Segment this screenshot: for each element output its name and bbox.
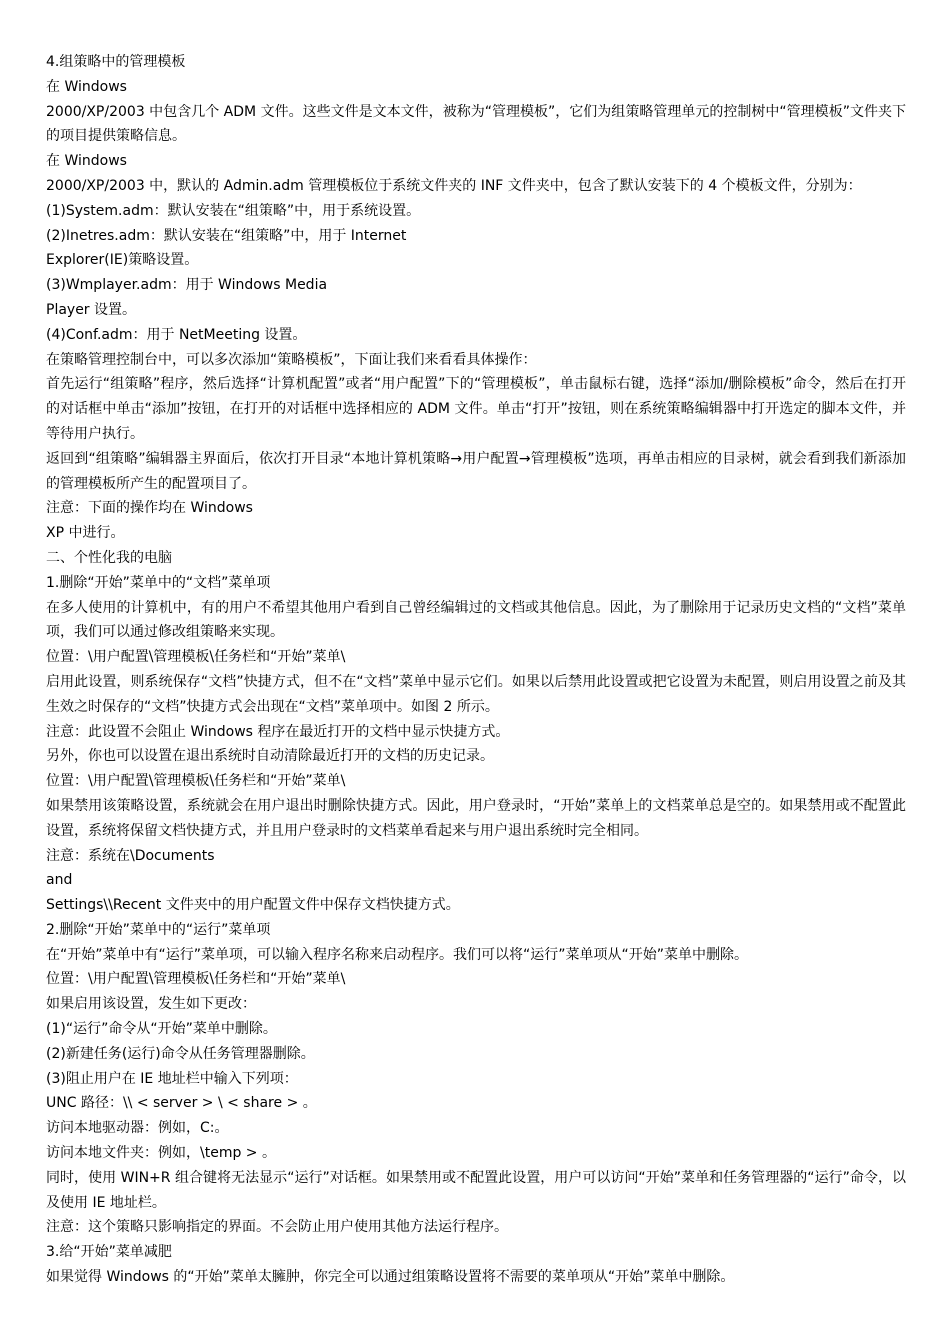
paragraph-line: 在 Windows <box>46 153 127 170</box>
paragraph: 同时，使用 WIN+R 组合键将无法显示“运行”对话框。如果禁用或不配置此设置，用户可以访问“开始”菜单和任务管理器的“运行”命令，以及使用 IE 地址栏。 <box>46 1169 906 1211</box>
note-line: 注意：系统在\Documents <box>46 847 215 864</box>
paragraph-line: and <box>46 872 73 889</box>
note-line: 注意：此设置不会阻止 Windows 程序在最近打开的文档中显示快捷方式。 <box>46 723 510 740</box>
list-item: (3)阻止用户在 IE 地址栏中输入下列项： <box>46 1070 298 1087</box>
paragraph-line: Explorer(IE)策略设置。 <box>46 252 199 269</box>
list-item: (1)“运行”命令从“开始”菜单中删除。 <box>46 1021 277 1038</box>
list-item: 访问本地文件夹：例如，\temp > 。 <box>46 1145 276 1162</box>
paragraph-line: 在 Windows <box>46 78 127 95</box>
note-line: 注意：这个策略只影响指定的界面。不会防止用户使用其他方法运行程序。 <box>46 1219 508 1236</box>
subsection-heading-remove-run: 2.删除“开始”菜单中的“运行”菜单项 <box>46 921 271 938</box>
policy-path: 位置：\用户配置\管理模板\任务栏和“开始”菜单\ <box>46 971 346 988</box>
list-item: UNC 路径：\\ < server > \ < share > 。 <box>46 1095 317 1112</box>
list-item: (1)System.adm：默认安装在“组策略”中，用于系统设置。 <box>46 202 421 219</box>
list-item: 访问本地驱动器：例如，C:。 <box>46 1120 229 1137</box>
list-item: (4)Conf.adm：用于 NetMeeting 设置。 <box>46 326 307 343</box>
paragraph: 启用此设置，则系统保存“文档”快捷方式，但不在“文档”菜单中显示它们。如果以后禁用此设置或把它设置为未配置，则启用设置之前及其生效之时保存的“文档”快捷方式会出现在“文档”菜单项中。如图 2 所示。 <box>46 673 906 715</box>
document-body <box>46 50 906 1290</box>
note-line: 注意：下面的操作均在 Windows <box>46 500 253 517</box>
list-item: (2)新建任务(运行)命令从任务管理器删除。 <box>46 1045 315 1062</box>
policy-path: 位置：\用户配置\管理模板\任务栏和“开始”菜单\ <box>46 649 346 666</box>
paragraph-line: XP 中进行。 <box>46 525 125 542</box>
paragraph: 首先运行“组策略”程序，然后选择“计算机配置”或者“用户配置”下的“管理模板”，单击鼠标右键，选择“添加/删除模板”命令，然后在打开的对话框中单击“添加”按钮，在打开的对话框中选择相应的 ADM 文件。单击“打开”按钮，则在系统策略编辑器中打开选定的脚本文件，并等待用户执行。 <box>46 376 906 442</box>
list-item: (2)Inetres.adm：默认安装在“组策略”中，用于 Internet <box>46 227 407 244</box>
paragraph: 如果觉得 Windows 的“开始”菜单太臃肿，你完全可以通过组策略设置将不需要的菜单项从“开始”菜单中删除。 <box>46 1269 735 1286</box>
paragraph: 返回到“组策略”编辑器主界面后，依次打开目录“本地计算机策略→用户配置→管理模板”选项，再单击相应的目录树，就会看到我们新添加的管理模板所产生的配置项目了。 <box>46 450 906 492</box>
paragraph: 在“开始”菜单中有“运行”菜单项，可以输入程序名称来启动程序。我们可以将“运行”菜单项从“开始”菜单中删除。 <box>46 946 749 963</box>
list-item: (3)Wmplayer.adm：用于 Windows Media <box>46 277 328 294</box>
paragraph: 2000/XP/2003 中，默认的 Admin.adm 管理模板位于系统文件夹的 INF 文件夹中，包含了默认安装下的 4 个模板文件，分别为： <box>46 177 862 194</box>
paragraph: 如果禁用该策略设置，系统就会在用户退出时删除快捷方式。因此，用户登录时，“开始”菜单上的文档菜单总是空的。如果禁用或不配置此设置，系统将保留文档快捷方式，并且用户登录时的文档菜单看起来与用户退出系统时完全相同。 <box>46 797 906 839</box>
paragraph: 另外，你也可以设置在退出系统时自动清除最近打开的文档的历史记录。 <box>46 748 494 765</box>
paragraph: 在策略管理控制台中，可以多次添加“策略模板”，下面让我们来看看具体操作： <box>46 351 537 368</box>
subsection-heading-remove-documents: 1.删除“开始”菜单中的“文档”菜单项 <box>46 574 271 591</box>
paragraph: 2000/XP/2003 中包含几个 ADM 文件。这些文件是文本文件，被称为“管理模板”，它们为组策略管理单元的控制树中“管理模板”文件夹下的项目提供策略信息。 <box>46 103 906 145</box>
section-heading-admin-templates: 4.组策略中的管理模板 <box>46 54 186 70</box>
paragraph-line: Settings\\Recent 文件夹中的用户配置文件中保存文档快捷方式。 <box>46 897 460 914</box>
policy-path: 位置：\用户配置\管理模板\任务栏和“开始”菜单\ <box>46 773 346 790</box>
section-heading-personalize: 二、个性化我的电脑 <box>46 549 172 566</box>
subsection-heading-slim-start-menu: 3.给“开始”菜单减肥 <box>46 1244 172 1261</box>
paragraph: 在多人使用的计算机中，有的用户不希望其他用户看到自己曾经编辑过的文档或其他信息。因此，为了删除用于记录历史文档的“文档”菜单项，我们可以通过修改组策略来实现。 <box>46 599 906 641</box>
paragraph: 如果启用该设置，发生如下更改： <box>46 996 256 1013</box>
paragraph-line: Player 设置。 <box>46 301 137 318</box>
